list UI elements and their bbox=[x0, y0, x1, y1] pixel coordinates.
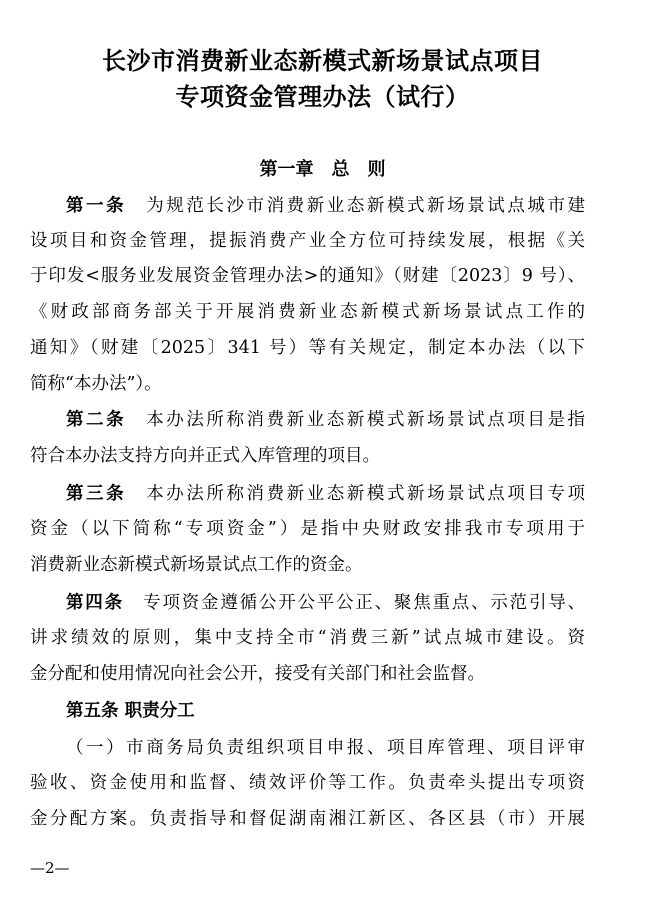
article-5-heading: 第五条 职责分工 bbox=[66, 701, 195, 721]
article-1-label: 第一条 bbox=[66, 196, 127, 216]
article-3-label: 第三条 bbox=[66, 484, 127, 504]
article-1-line-2: 设项目和资金管理，提振消费产业全方位可持续发展，根据《关 bbox=[30, 231, 585, 251]
article-4-text-1: 专项资金遵循公开公平公正、聚焦重点、示范引导、 bbox=[143, 593, 586, 613]
article-5-line-2: 验收、资金使用和监督、绩效评价等工作。负责牵头提出专项资 bbox=[30, 773, 585, 793]
article-3-line-2: 资金（以下简称“专项资金”）是指中央财政安排我市专项用于 bbox=[30, 519, 585, 539]
article-4-line-3: 金分配和使用情况向社会公开，接受有关部门和社会监督。 bbox=[30, 664, 485, 684]
article-4-line-1 bbox=[66, 589, 585, 617]
article-1-line-3: 于印发<服务业发展资金管理办法>的通知》（财建〔2023〕9 号）、 bbox=[30, 266, 585, 286]
article-5-line-1: （一）市商务局负责组织项目申报、项目库管理、项目评审 bbox=[66, 738, 585, 758]
document-title-line-1: 长沙市消费新业态新模式新场景试点项目 bbox=[102, 46, 543, 75]
page-number: —2— bbox=[30, 859, 70, 877]
article-1-line-5: 通知》（财建〔2025〕341 号）等有关规定，制定本办法（以下 bbox=[30, 338, 585, 358]
article-1-line-4: 《财政部商务部关于开展消费新业态新模式新场景试点工作的 bbox=[30, 302, 585, 322]
article-2-text-1: 本办法所称消费新业态新模式新场景试点项目是指 bbox=[146, 410, 586, 430]
article-3-line-1 bbox=[66, 480, 585, 508]
article-4-line-2: 讲求绩效的原则，集中支持全市“消费三新”试点城市建设。资 bbox=[30, 628, 585, 648]
chapter-heading: 第一章 总 则 bbox=[259, 159, 386, 180]
article-1-line-1 bbox=[66, 192, 585, 220]
article-5-line-3: 金分配方案。负责指导和督促湖南湘江新区、各区县（市）开展 bbox=[30, 809, 585, 829]
article-2-line-1 bbox=[66, 406, 585, 434]
article-2-label: 第二条 bbox=[66, 410, 127, 430]
article-2-line-2: 符合本办法支持方向并正式入库管理的项目。 bbox=[30, 446, 380, 466]
document-title-line-2: 专项资金管理办法（试行） bbox=[175, 82, 470, 111]
article-1-line-6: 简称“本办法”）。 bbox=[30, 374, 162, 394]
article-3-text-1: 本办法所称消费新业态新模式新场景试点项目专项 bbox=[146, 484, 586, 504]
article-1-text-1: 为规范长沙市消费新业态新模式新场景试点城市建 bbox=[146, 196, 586, 216]
article-4-label: 第四条 bbox=[66, 593, 124, 613]
article-3-line-3: 消费新业态新模式新场景试点工作的资金。 bbox=[30, 555, 363, 575]
